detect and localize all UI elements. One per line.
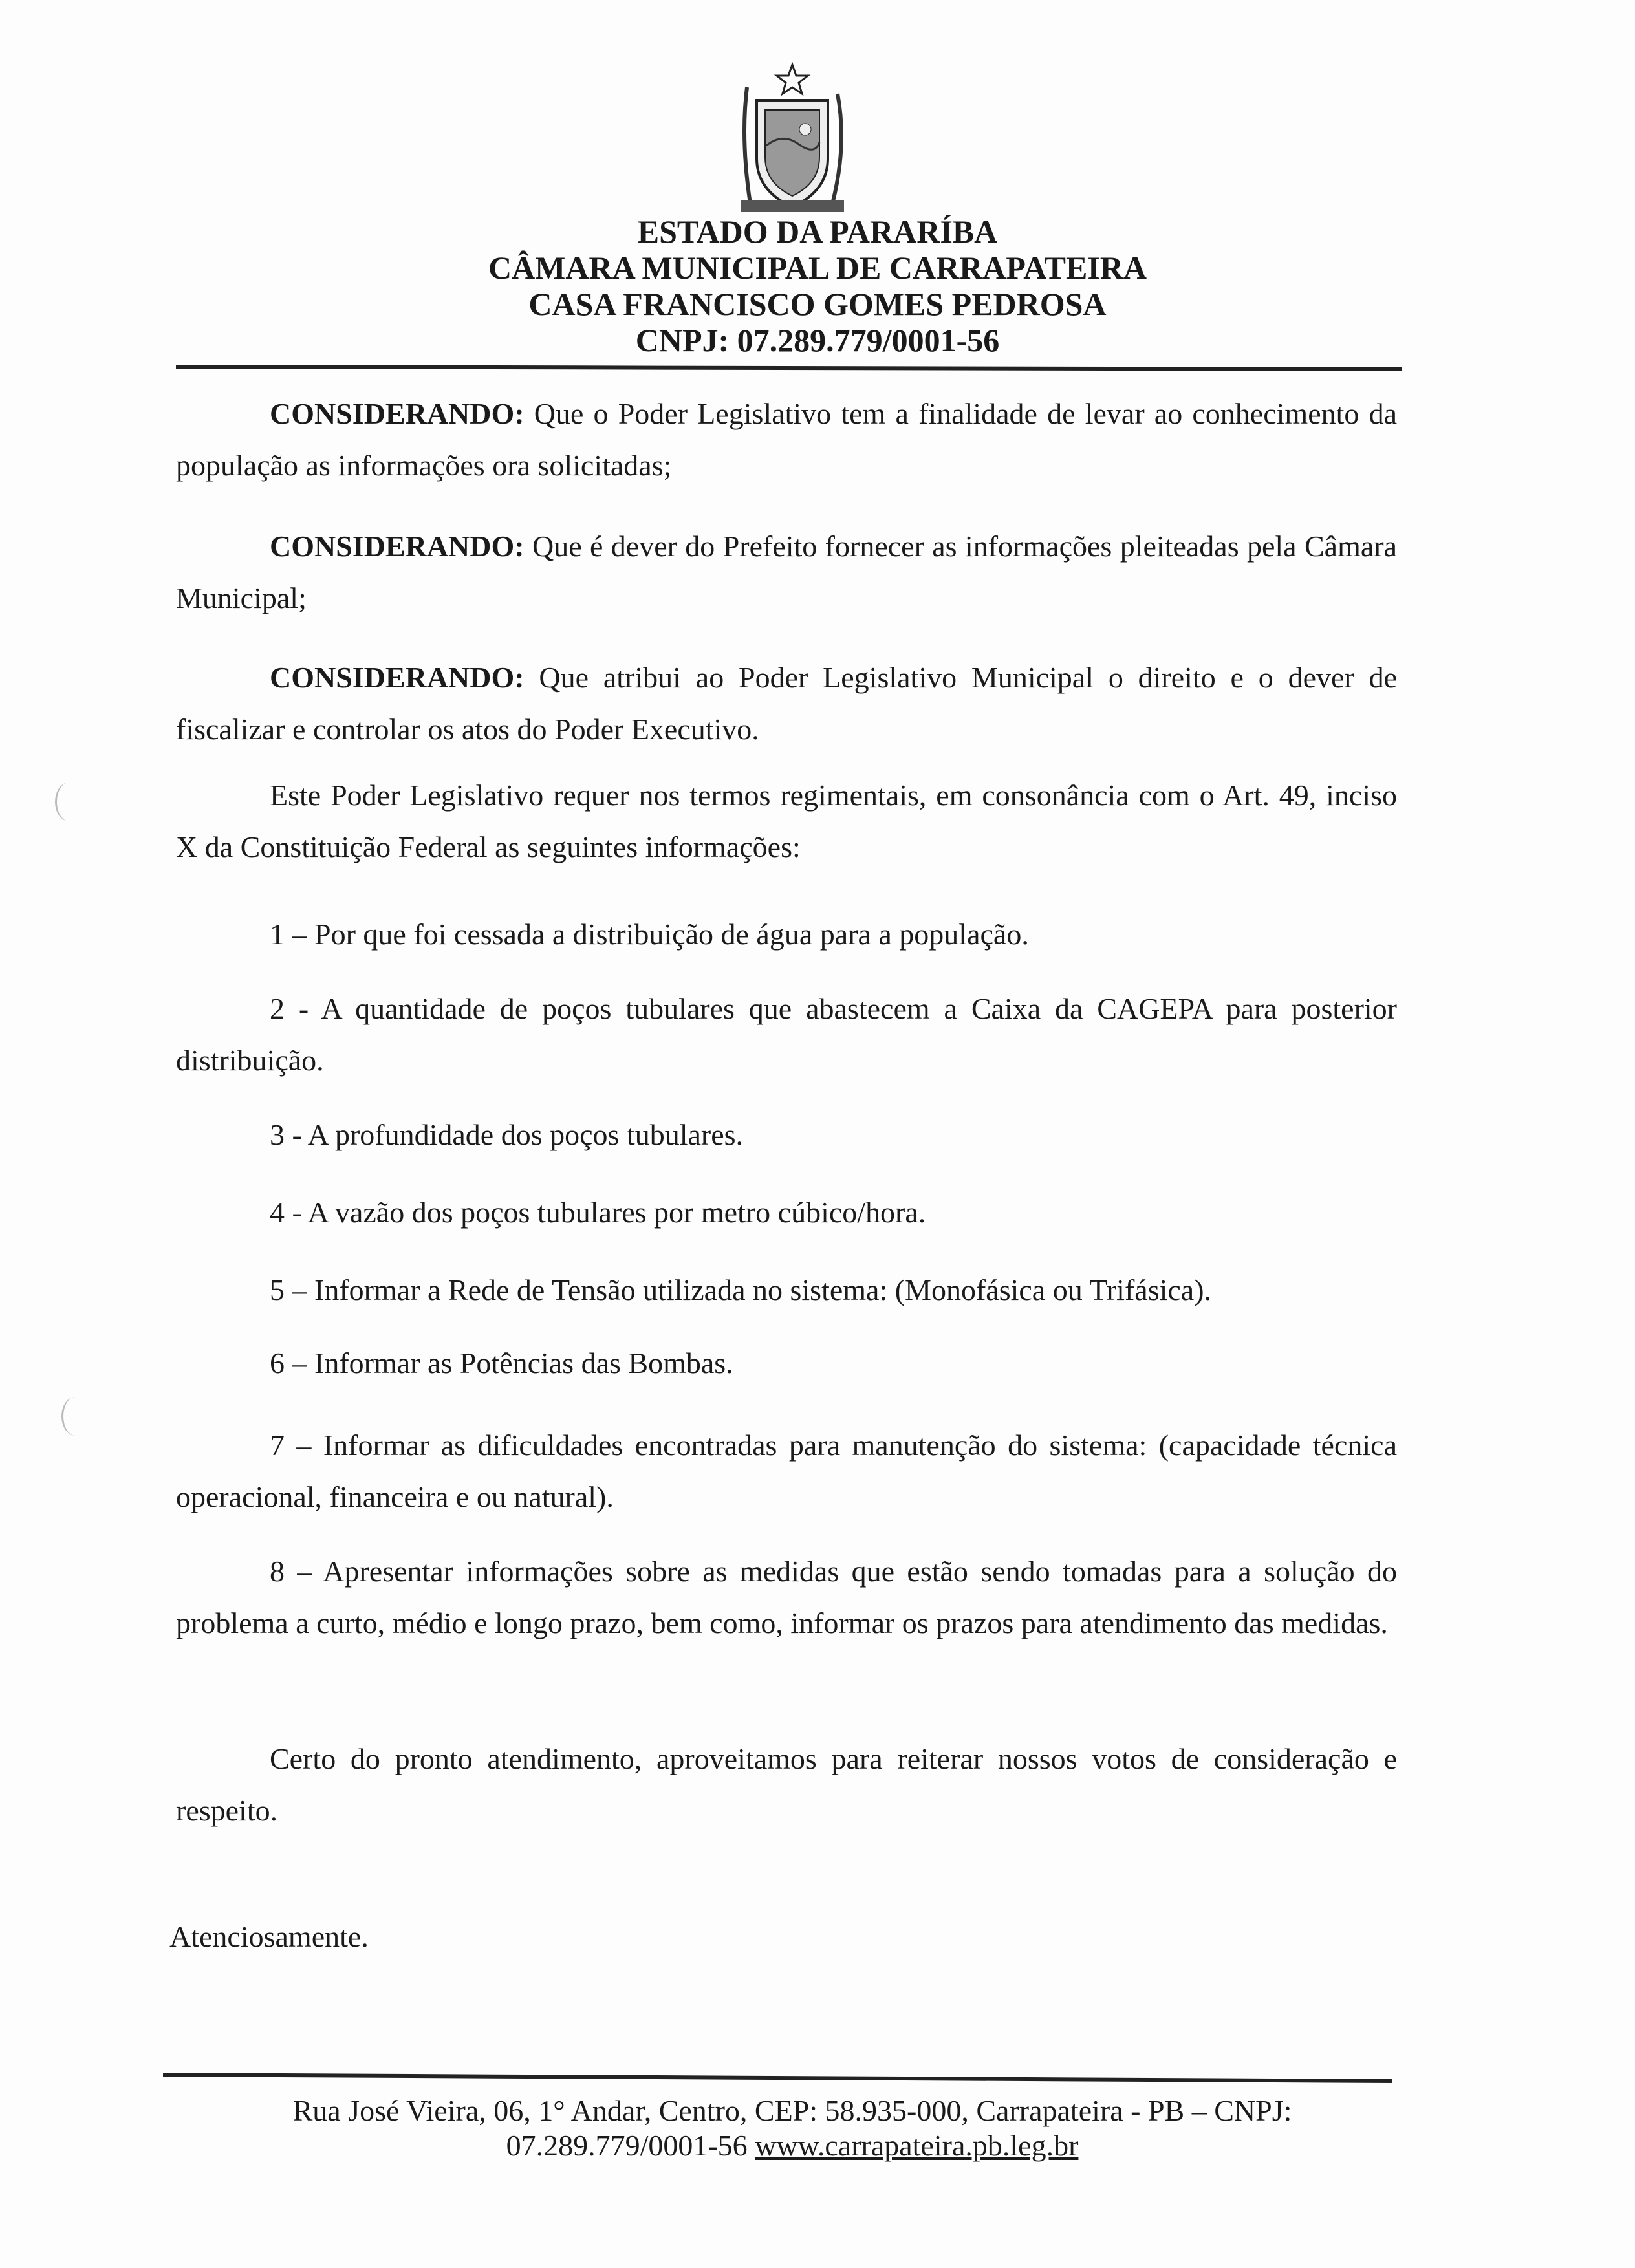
considerando-paragraph [176,652,1397,755]
considerando-paragraph [176,521,1397,624]
request-item-6: 6 – Informar as Potências das Bombas. [270,1346,733,1379]
request-item-8: 8 – Apresentar informações sobre as medidas que estão sendo tomadas para a solução do problema a curto, médio e longo prazo, bem como, informar os prazos para atendimento das medidas. [176,1555,1397,1639]
considerando-text: Que atribui ao Poder Legislativo Municipal o direito e o dever de fiscalizar e controlar os atos do Poder Executivo. [176,661,1397,746]
state-coat-of-arms-logo [721,61,863,220]
footer-address: Rua José Vieira, 06, 1° Andar, Centro, CEP: 58.935-000, Carrapateira - PB – CNPJ: [292,2094,1292,2127]
signoff: Atenciosamente. [169,1920,369,1953]
request-intro: Este Poder Legislativo requer nos termos regimentais, em consonância com o Art. 49, inciso X da Constituição Federal as seguintes informações: [176,779,1397,863]
request-item-1: 1 – Por que foi cessada a distribuição de água para a população. [270,918,1029,951]
punch-hole-mark [61,1397,89,1436]
footer-divider [163,2073,1392,2083]
footer-website-link[interactable]: www.carrapateira.pb.leg.br [755,2129,1079,2162]
considerando-label: CONSIDERANDO: [270,397,525,430]
request-item-3: 3 - A profundidade dos poços tubulares. [270,1118,744,1151]
header-chamber: CÂMARA MUNICIPAL DE CARRAPATEIRA [488,250,1147,286]
considerando-text: Que é dever do Prefeito fornecer as informações pleiteadas pela Câmara Municipal; [176,530,1397,614]
footer-cnpj: 07.289.779/0001-56 [506,2129,748,2162]
request-item-7: 7 – Informar as dificuldades encontradas para manutenção do sistema: (capacidade técnica operacional, financeira e ou natural). [176,1429,1397,1513]
closing-paragraph: Certo do pronto atendimento, aproveitamos para reiterar nossos votos de consideração e respeito. [176,1742,1397,1827]
footer-contact [162,2128,1423,2163]
request-item-5: 5 – Informar a Rede de Tensão utilizada no sistema: (Monofásica ou Trifásica). [270,1273,1212,1306]
punch-hole-mark [55,783,83,821]
header-cnpj: CNPJ: 07.289.779/0001-56 [635,322,1000,358]
considerando-label: CONSIDERANDO: [270,661,525,694]
header-state: ESTADO DA PARARÍBA [637,213,998,250]
considerando-paragraph [176,388,1397,491]
considerando-text: Que o Poder Legislativo tem a finalidade de levar ao conhecimento da população as informações ora solicitadas; [176,397,1397,482]
request-item-2: 2 - A quantidade de poços tubulares que abastecem a Caixa da CAGEPA para posterior distribuição. [176,992,1397,1077]
header-divider [176,365,1402,371]
header-house: CASA FRANCISCO GOMES PEDROSA [528,286,1107,322]
request-item-4: 4 - A vazão dos poços tubulares por metro cúbico/hora. [270,1196,926,1229]
considerando-label: CONSIDERANDO: [270,530,525,563]
